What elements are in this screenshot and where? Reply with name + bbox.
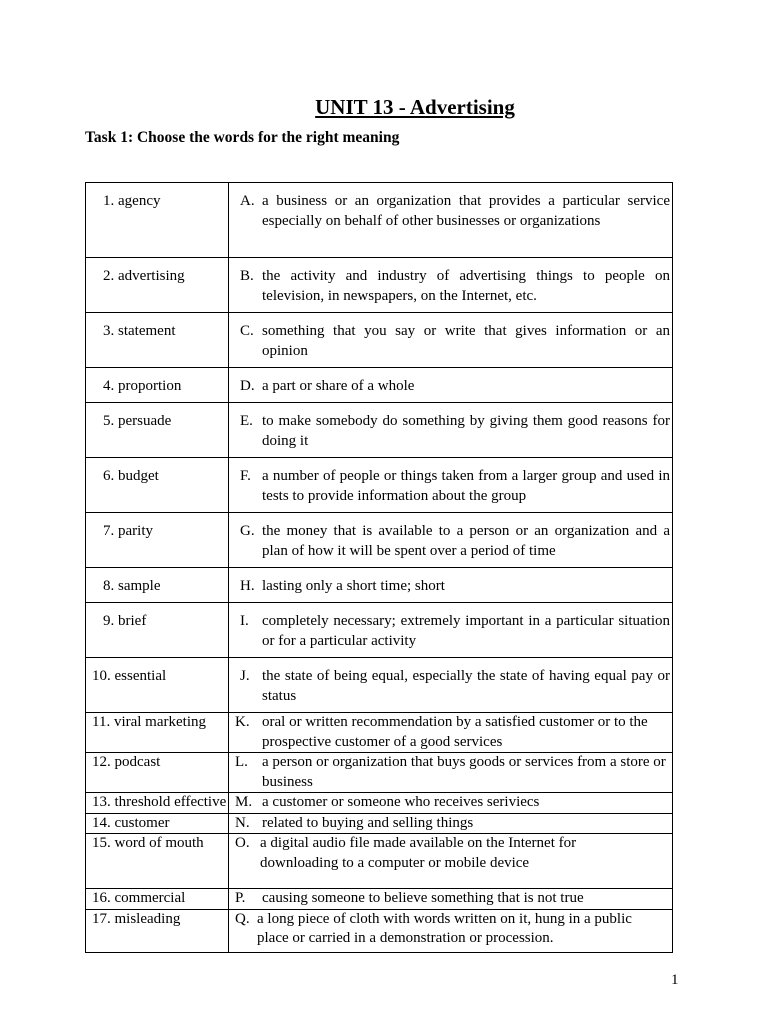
term-cell [86, 909, 229, 952]
definition-text: a number of people or things taken from a larger group and used in tests to provide information about the group [262, 468, 670, 504]
definition-letter: Q. [235, 910, 250, 927]
definition-text: a long piece of cloth with words written on it, hung in a public place or carried in a demonstration or procession. [257, 910, 632, 946]
term-text: 14. customer [92, 814, 170, 831]
term-text: 17. misleading [92, 910, 181, 927]
term-text: 9. brief [103, 613, 147, 629]
term-text: 11. viral marketing [92, 714, 206, 730]
definition-text: oral or written recommendation by a satisfied customer or to the prospective customer of a good services [262, 714, 648, 750]
definition-cell [229, 658, 673, 713]
task-heading: Task 1: Choose the words for the right meaning [85, 129, 400, 146]
definition-text: to make somebody do something by giving them good reasons for doing it [262, 413, 670, 449]
term-text: 4. proportion [103, 378, 182, 394]
term-cell [86, 813, 229, 834]
definition-text: the state of being equal, especially the state of having equal pay or status [262, 668, 670, 704]
term-cell [86, 889, 229, 910]
table-row [86, 458, 673, 513]
definition-text: a customer or someone who receives seriviecs [262, 794, 540, 810]
definition-letter: G. [240, 523, 255, 539]
definition-text: a person or organization that buys goods or services from a store or business [262, 754, 666, 790]
term-cell [86, 713, 229, 753]
table-row [86, 658, 673, 713]
definition-cell [229, 368, 673, 403]
definition-cell [229, 183, 673, 258]
definition-letter: F. [240, 468, 251, 484]
definition-cell [229, 834, 673, 889]
term-text: 2. advertising [103, 268, 185, 284]
term-text: 13. threshold effective [92, 794, 227, 810]
term-text: 12. podcast [92, 754, 161, 770]
table-row [86, 258, 673, 313]
page-number: 1 [671, 972, 679, 988]
term-text: 16. commercial [92, 890, 186, 906]
term-text: 6. budget [103, 468, 159, 484]
term-text: 1. agency [103, 193, 161, 209]
term-cell [86, 753, 229, 793]
term-cell [86, 658, 229, 713]
term-cell [86, 834, 229, 889]
table-row [86, 603, 673, 658]
definition-cell [229, 603, 673, 658]
definition-cell [229, 568, 673, 603]
definition-cell [229, 403, 673, 458]
definition-letter: L. [235, 754, 248, 770]
definition-text: lasting only a short time; short [262, 578, 445, 594]
definition-letter: I. [240, 613, 249, 629]
definition-letter: M. [235, 794, 253, 810]
definition-text: the activity and industry of advertising things to people on television, in newspapers, on the Internet, etc. [262, 268, 670, 304]
definition-letter: B. [240, 268, 254, 284]
definition-cell [229, 513, 673, 568]
table-row [86, 793, 673, 814]
definition-text: related to buying and selling things [262, 814, 474, 831]
term-cell [86, 403, 229, 458]
term-cell [86, 458, 229, 513]
term-cell [86, 313, 229, 368]
definition-cell [229, 793, 673, 814]
term-text: 7. parity [103, 523, 153, 539]
table-row [86, 313, 673, 368]
definition-text: completely necessary; extremely important in a particular situation or for a particular activity [262, 613, 670, 649]
page-title: UNIT 13 - Advertising [315, 95, 515, 119]
definition-letter: C. [240, 323, 254, 339]
definition-text: something that you say or write that gives information or an opinion [262, 323, 670, 359]
term-text: 3. statement [103, 323, 176, 339]
definition-cell [229, 889, 673, 910]
definition-cell [229, 713, 673, 753]
definition-text: the money that is available to a person or an organization and a plan of how it will be spent over a period of time [262, 523, 670, 559]
definition-letter: E. [240, 413, 253, 429]
definition-letter: N. [235, 814, 250, 831]
table-row [86, 568, 673, 603]
term-cell [86, 183, 229, 258]
definition-cell [229, 458, 673, 513]
definition-cell [229, 753, 673, 793]
definition-cell [229, 313, 673, 368]
definition-text: causing someone to believe something that is not true [262, 890, 584, 906]
vocabulary-table [85, 182, 673, 953]
table-row [86, 909, 673, 952]
definition-cell [229, 813, 673, 834]
definition-letter: A. [240, 193, 255, 209]
definition-letter: J. [240, 668, 250, 684]
table-row [86, 889, 673, 910]
definition-letter: H. [240, 578, 255, 594]
term-cell [86, 793, 229, 814]
table-row [86, 813, 673, 834]
term-cell [86, 603, 229, 658]
definition-text: a digital audio file made available on the Internet for downloading to a computer or mobile device [260, 835, 577, 871]
definition-cell [229, 909, 673, 952]
definition-letter: O. [235, 835, 250, 851]
definition-letter: K. [235, 714, 250, 730]
term-cell [86, 568, 229, 603]
table-row [86, 713, 673, 753]
table-row [86, 183, 673, 258]
definition-text: a part or share of a whole [262, 378, 415, 394]
table-row [86, 368, 673, 403]
table-row [86, 834, 673, 889]
definition-text: a business or an organization that provides a particular service especially on behalf of other businesses or organizations [262, 193, 670, 229]
term-cell [86, 368, 229, 403]
term-cell [86, 258, 229, 313]
definition-cell [229, 258, 673, 313]
term-text: 8. sample [103, 578, 161, 594]
term-text: 10. essential [92, 668, 167, 684]
term-cell [86, 513, 229, 568]
definition-letter: P. [235, 890, 246, 906]
table-row [86, 403, 673, 458]
term-text: 5. persuade [103, 413, 172, 429]
table-row [86, 753, 673, 793]
term-text: 15. word of mouth [92, 835, 204, 851]
definition-letter: D. [240, 378, 255, 394]
table-row [86, 513, 673, 568]
